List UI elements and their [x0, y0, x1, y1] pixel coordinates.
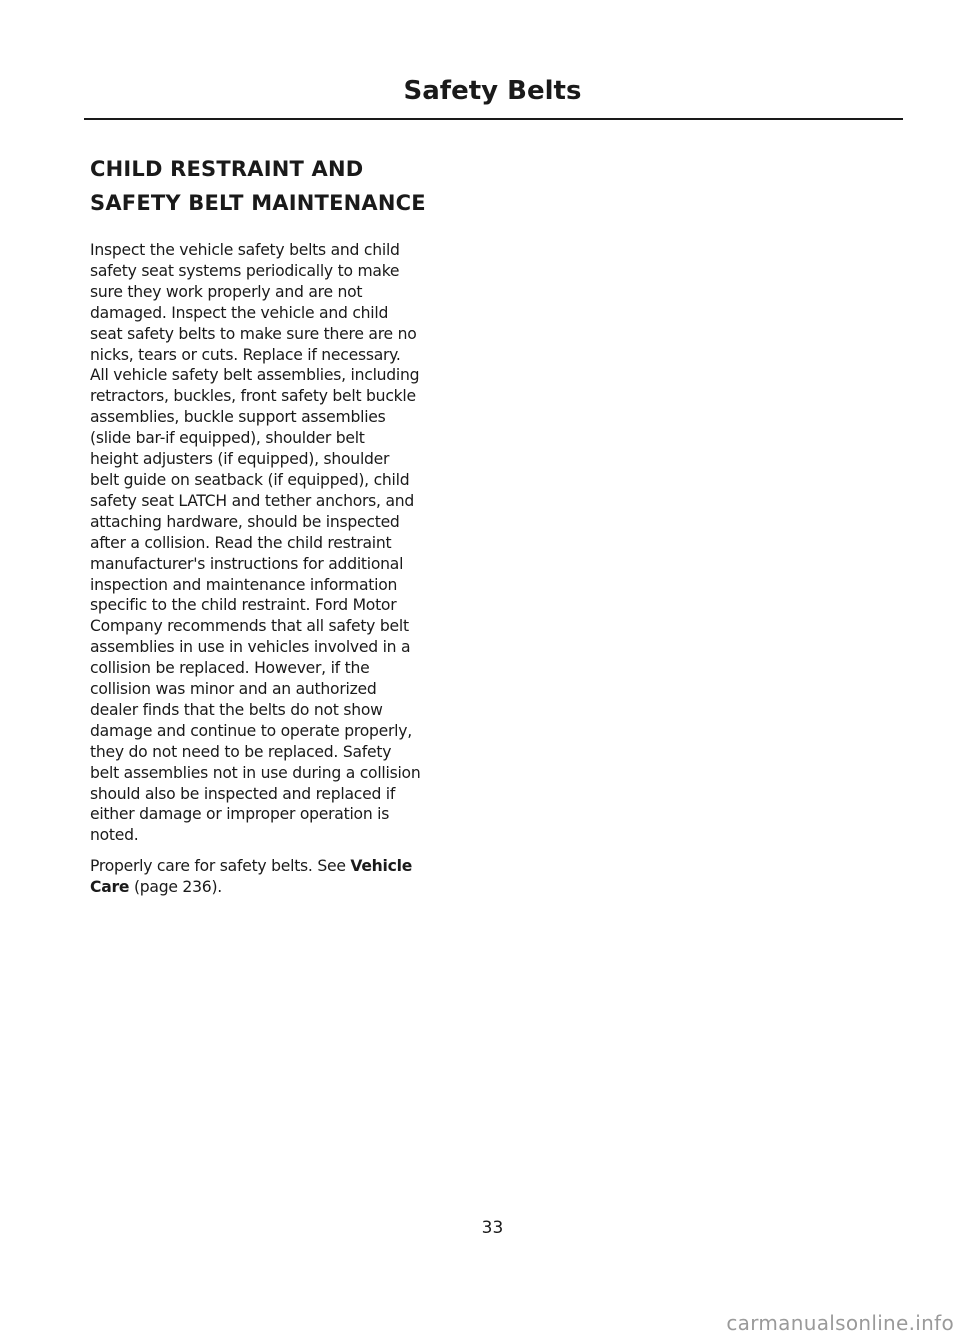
section-title-line-2: SAFETY BELT MAINTENANCE — [90, 191, 426, 215]
body-paragraph-2 — [90, 856, 476, 898]
section-title — [90, 152, 476, 220]
page-reference-text: (page 236). — [129, 878, 222, 897]
body-line: damaged. Inspect the vehicle and child — [90, 303, 389, 322]
body-line: collision be replaced. However, if the — [90, 659, 370, 678]
body-line: Company recommends that all safety belt — [90, 617, 409, 636]
body-line: either damage or improper operation is — [90, 805, 390, 824]
body-line: after a collision. Read the child restraint — [90, 533, 392, 552]
main-content — [90, 152, 476, 898]
body-line: Inspect the vehicle safety belts and child — [90, 241, 400, 259]
body-line: should also be inspected and replaced if — [90, 784, 396, 803]
body-line: damage and continue to operate properly, — [90, 721, 412, 740]
body-line: seat safety belts to make sure there are no — [90, 324, 417, 343]
body-line: retractors, buckles, front safety belt buckle — [90, 387, 416, 406]
body-line: belt assemblies not in use during a collision — [90, 763, 421, 782]
body-paragraph-1 — [90, 240, 476, 846]
body-line: assemblies, buckle support assemblies — [90, 408, 386, 427]
care-instruction-text: Properly care for safety belts. See — [90, 857, 351, 876]
body-line: noted. — [90, 826, 139, 845]
body-line: (slide bar-if equipped), shoulder belt — [90, 429, 365, 448]
section-title-line-1: CHILD RESTRAINT AND — [90, 157, 364, 181]
body-line: nicks, tears or cuts. Replace if necessary. — [90, 345, 401, 364]
body-line: dealer finds that the belts do not show — [90, 700, 383, 719]
body-line: assemblies in use in vehicles involved in a — [90, 638, 411, 657]
body-line: sure they work properly and are not — [90, 282, 363, 301]
body-line: All vehicle safety belt assemblies, including — [90, 366, 420, 385]
body-line: manufacturer's instructions for additional — [90, 554, 404, 573]
body-line: inspection and maintenance information — [90, 575, 398, 594]
site-watermark: carmanualsonline.info — [726, 1311, 954, 1335]
vehicle-care-link-part-1[interactable]: Vehicle — [350, 857, 413, 876]
body-line: collision was minor and an authorized — [90, 680, 377, 699]
body-line: safety seat LATCH and tether anchors, and — [90, 491, 415, 510]
body-line: safety seat systems periodically to make — [90, 261, 400, 280]
body-line: they do not need to be replaced. Safety — [90, 742, 392, 761]
page-header-title: Safety Belts — [403, 76, 582, 106]
body-line: attaching hardware, should be inspected — [90, 512, 400, 531]
body-line: belt guide on seatback (if equipped), child — [90, 470, 410, 489]
vehicle-care-link-part-2[interactable]: Care — [90, 878, 130, 897]
body-line: height adjusters (if equipped), shoulder — [90, 450, 390, 469]
page-number: 33 — [481, 1218, 504, 1238]
header-divider — [84, 118, 903, 120]
paragraph-2-line-2 — [90, 877, 476, 898]
body-line: specific to the child restraint. Ford Motor — [90, 596, 397, 615]
paragraph-spacer — [90, 846, 476, 856]
paragraph-2-line-1 — [90, 856, 476, 877]
